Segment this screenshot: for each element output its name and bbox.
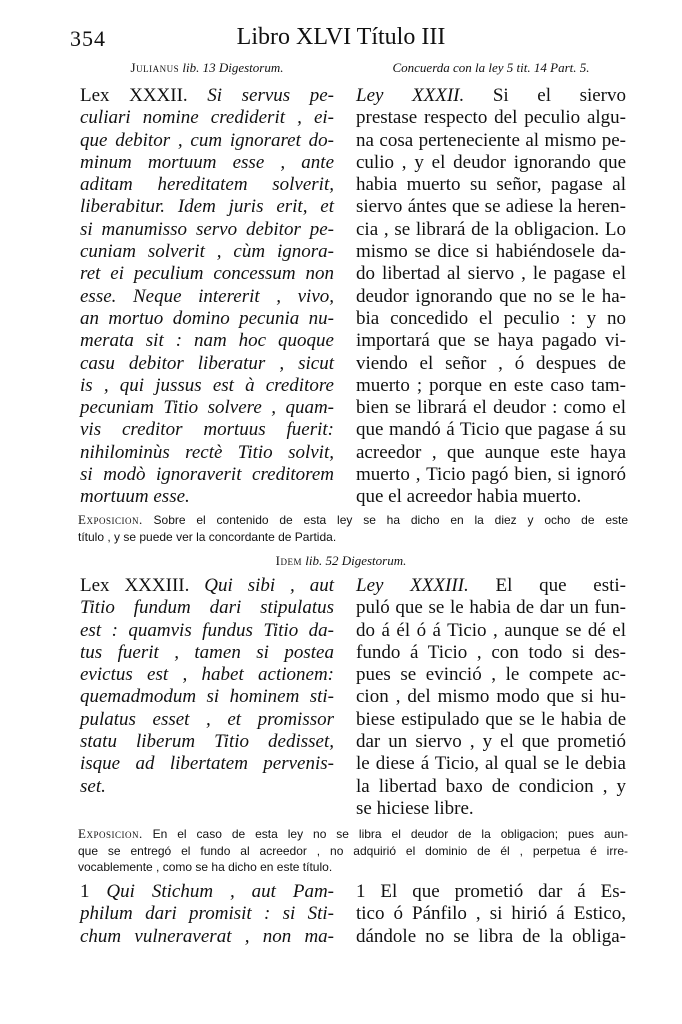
text-line: fundo á Ticio , con todo si des- (356, 641, 626, 663)
text-line: prestase respecto del peculio algu- (356, 107, 626, 129)
text-line: viendo el señor , ó despues de (356, 352, 626, 374)
law32-spanish-lines (356, 107, 626, 508)
text-line: est : quamvis fundus Titio da- (80, 619, 334, 641)
law32-exposicion-first-line: Exposicion. Sobre el contenido de esta ley se ha dicho en la diez y ocho de este (78, 512, 628, 527)
section1-latin-text (80, 881, 334, 948)
text-line: an mortuo domino pecunia nu- (80, 307, 334, 329)
text-line: chum vulneraverat , non ma- (80, 925, 334, 947)
text-line: biese estipulado que se le habia de (356, 708, 626, 730)
page-header (0, 20, 682, 52)
law32-latin-first-line: Lex XXXII. Si servus pe- (80, 85, 334, 106)
text-line: cion , del mismo modo que si hu- (356, 686, 626, 708)
text-line: que debitor , cum ignoraret do- (80, 129, 334, 151)
text-line: liberabitur. Idem juris erit, et (80, 196, 334, 218)
text-line: vis creditor mortuus fuerit: (80, 419, 334, 441)
law33-spanish-lines (356, 597, 626, 820)
text-line: mismo se dice si habiéndosele da- (356, 241, 626, 263)
text-line: título , y se puede ver la concordante de Partida. (78, 529, 337, 544)
law32-source-latin: Julianus lib. 13 Digestorum. (130, 60, 284, 75)
text-line: evictus est , habet actionem: (80, 664, 334, 686)
text-line: culio , y el deudor ignorando que (356, 151, 626, 173)
text-line: tico ó Pánfilo , si hirió á Estico, (356, 903, 626, 925)
text-line: ret ei peculium concessum non (80, 263, 334, 285)
text-line: si manumisso servo debitor pe- (80, 218, 334, 240)
text-line: nihilominùs rectè Titio solvit, (80, 441, 334, 463)
page-number: 354 (70, 26, 106, 51)
law33-source: Idem lib. 52 Digestorum. (275, 553, 407, 568)
law32-latin-text (80, 85, 334, 509)
text-line: do libertad al siervo , le pagase el (356, 263, 626, 285)
law32-spanish-text (356, 85, 626, 509)
text-line: isque ad libertatem pervenis- (80, 753, 334, 775)
text-line: importará que se haya pagado vi- (356, 330, 626, 352)
text-line: do á él ó á Ticio , aunque se dé el (356, 619, 626, 641)
law32-exposicion (78, 512, 628, 545)
text-line: bien se librará el deudor : como el (356, 397, 626, 419)
law33-spanish-text (356, 575, 626, 820)
text-line: philum dari promisit : si Sti- (80, 903, 334, 925)
text-line: que el acreedor habia muerto. (356, 486, 582, 508)
section1-spanish-first-line: 1 El que prometió dar á Es- (356, 881, 626, 902)
text-line: statu liberum Titio dedisset, (80, 731, 334, 753)
text-line: cia , se librará de la obligacion. Lo (356, 218, 626, 240)
page-title: Libro XLVI Título III (236, 24, 446, 50)
text-line: pulatus esset , et promissor (80, 708, 334, 730)
law32-latin-lines (80, 107, 334, 508)
text-line: culiari nomine crediderit , ei- (80, 107, 334, 129)
law33-spanish-first-line: Ley XXXIII. El que esti- (356, 575, 627, 596)
law33-exposicion (78, 826, 628, 876)
text-line: si modò ignoraverit creditorem (80, 464, 334, 486)
text-line: pecuniam Titio solvere , quam- (80, 397, 334, 419)
text-line: casu debitor liberatur , sicut (80, 352, 334, 374)
section1-spanish-text (356, 881, 626, 948)
text-line: pues se evinció , le compete ac- (356, 664, 626, 686)
section1-spanish-lines (356, 903, 626, 948)
text-line: dar un siervo , y el que prometió (356, 731, 626, 753)
section1-latin-first-line: 1 Qui Stichum , aut Pam- (80, 881, 334, 902)
text-line: dándole no se libra de la obliga- (356, 925, 626, 947)
law33-exposicion-lines (78, 843, 628, 876)
text-line: mortuum esse. (80, 486, 190, 508)
text-line: set. (80, 775, 106, 797)
text-line: siervo ántes que se adiese la heren- (356, 196, 626, 218)
law33-exposicion-first-line: Exposicion. En el caso de esta ley no se libra el deudor de la obligacion; pues aun- (78, 826, 628, 841)
text-line: minum mortuum esse , ante (80, 151, 334, 173)
law33-latin-lines (80, 597, 334, 798)
law32-source-spanish: Concuerda con la ley 5 tit. 14 Part. 5. (392, 60, 590, 75)
text-line: cuniam solverit , cùm ignora- (80, 241, 334, 263)
text-line: se hiciese libre. (356, 797, 474, 819)
text-line: muerto ; porque en este caso tam- (356, 374, 626, 396)
text-line: Titio fundum dari stipulatus (80, 597, 334, 619)
text-line: na cosa perteneciente al mismo pe- (356, 129, 626, 151)
text-line: que mandó á Ticio que pagase á su (356, 419, 626, 441)
text-line: bia concedido el peculio : y no (356, 307, 626, 329)
text-line: vocablemente , como se ha dicho en este título. (78, 860, 333, 874)
text-line: habia muerto su señor, pagase al (356, 174, 626, 196)
text-line: esse. Neque intererit , vivo, (80, 285, 334, 307)
text-line: acreedor , que aunque este haya (356, 441, 626, 463)
law32-spanish-first-line: Ley XXXII. Si el siervo (356, 85, 626, 106)
law33-latin-text (80, 575, 334, 798)
text-line: merata sit : nam hoc quoque (80, 330, 334, 352)
text-line: que se entregó el fundo al acreedor , no adquirió el dominio de él , perpetua é irre- (78, 843, 628, 858)
text-line: deudor ignorando que no se le ha- (356, 285, 626, 307)
text-line: aditam hereditatem solverit, (80, 174, 334, 196)
law32-exposicion-lines (78, 529, 628, 546)
text-line: is , qui jussus est à creditore (80, 374, 334, 396)
text-line: la libertad baxo de condicion , y (356, 775, 626, 797)
text-line: puló que se le habia de dar un fun- (356, 597, 626, 619)
section1-latin-lines (80, 903, 334, 948)
law33-latin-first-line: Lex XXXIII. Qui sibi , aut (80, 575, 335, 596)
text-line: quemadmodum si hominem sti- (80, 686, 334, 708)
text-line: tus fuerit , tamen si postea (80, 641, 334, 663)
text-line: le diese á Ticio, al qual se le debia (356, 753, 626, 775)
text-line: muerto , Ticio pagó bien, si ignoró (356, 464, 626, 486)
